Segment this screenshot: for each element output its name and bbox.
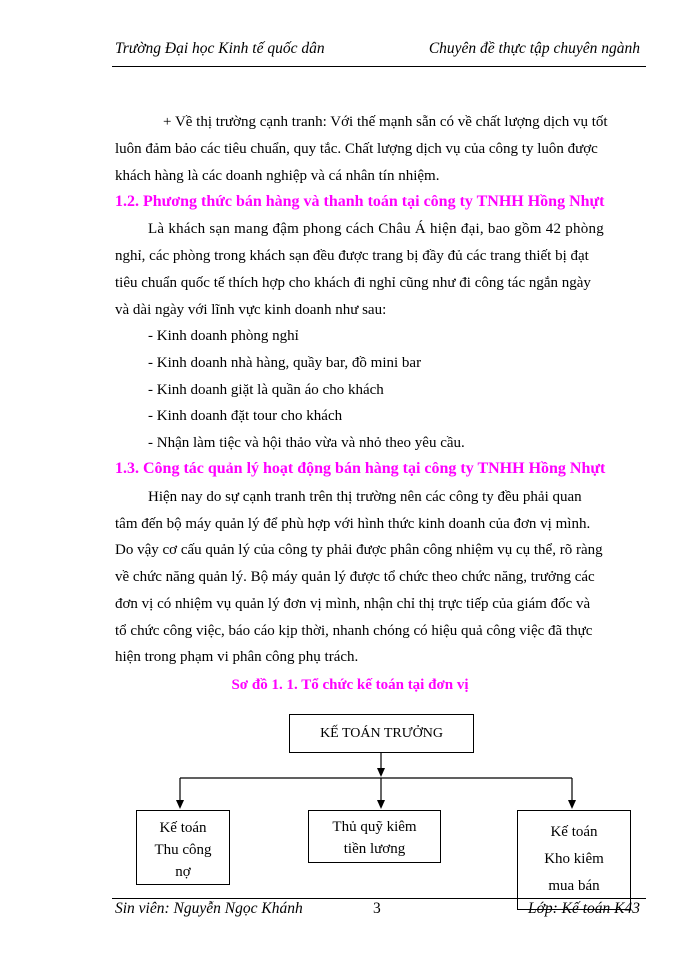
list-item: - Kinh doanh giặt là quần áo cho khách (148, 382, 384, 398)
box-line: nợ (175, 864, 191, 880)
arrow-left (176, 800, 184, 809)
list-item: - Nhận làm tiệc và hội thảo vừa và nhỏ theo yêu cầu. (148, 435, 465, 451)
para-line: hiện trong phạm vi phân công phụ trách. (115, 649, 359, 665)
para-line: tâm đến bộ máy quản lý để phù hợp với hình thức kinh doanh của đơn vị mình. (115, 516, 591, 532)
page-number: 3 (373, 900, 381, 917)
list-item: - Kinh doanh nhà hàng, quầy bar, đồ mini bar (148, 355, 422, 371)
para-line: + Về thị trường cạnh tranh: Với thế mạnh sẵn có về chất lượng dịch vụ tốt (163, 114, 608, 130)
footer-class: Lớp: Kế toán K43 (527, 900, 640, 917)
box-warehouse-purchasing-accountant (517, 810, 631, 910)
box-chief-accountant: KẾ TOÁN TRƯỞNG (289, 714, 474, 753)
section-heading-1-3: 1.3. Công tác quản lý hoạt động bán hàng tại công ty TNHH Hồng Nhựt (115, 460, 606, 477)
box-line: Thu công (154, 842, 212, 858)
footer-student: Sin viên: Nguyễn Ngọc Khánh (115, 900, 303, 917)
arrow-right (568, 800, 576, 809)
box-line: Kế toán (159, 820, 207, 836)
para-line: về chức năng quản lý. Bộ máy quản lý được tổ chức theo chức năng, trưởng các (115, 569, 595, 585)
para-line: Là khách sạn mang đậm phong cách Châu Á hiện đại, bao gồm 42 phòng (148, 221, 604, 237)
diagram-caption: Sơ đồ 1. 1. Tổ chức kế toán tại đơn vị (231, 677, 469, 693)
header-school: Trường Đại học Kinh tế quốc dân (115, 40, 325, 57)
header-report-title: Chuyên đề thực tập chuyên ngành (428, 40, 640, 57)
box-line: tiền lương (343, 841, 406, 857)
para-line: luôn đảm bảo các tiêu chuẩn, quy tắc. Chất lượng dịch vụ của công ty luôn được (115, 141, 598, 157)
box-line: Kế toán (550, 824, 598, 840)
para-line: khách hàng là các doanh nghiệp và cá nhân tín nhiệm. (115, 168, 440, 184)
section-heading-1-2: 1.2. Phương thức bán hàng và thanh toán tại công ty TNHH Hồng Nhựt (115, 193, 605, 210)
para-line: tổ chức công việc, báo cáo kịp thời, nhanh chóng có hiệu quả công việc đã thực (115, 623, 593, 639)
arrow-middle (377, 800, 385, 809)
box-receivables-accountant (136, 810, 230, 885)
para-line: Do vậy cơ cấu quản lý của công ty phải được phân công nhiệm vụ cụ thể, rõ ràng (115, 542, 603, 558)
para-line: nghỉ, các phòng trong khách sạn đều được trang bị đầy đủ các trang thiết bị đạt (115, 248, 589, 264)
list-item: - Kinh doanh đặt tour cho khách (148, 408, 343, 424)
footer-rule (112, 898, 646, 899)
box-line: Kho kiêm (544, 851, 604, 867)
box-line: Thủ quỹ kiêm (332, 819, 417, 835)
box-cashier-payroll (308, 810, 441, 863)
para-line: đơn vị có nhiệm vụ quản lý đơn vị mình, nhận chỉ thị trực tiếp của giám đốc và (115, 596, 591, 612)
para-line: Hiện nay do sự cạnh tranh trên thị trường nên các công ty đều phải quan (148, 489, 582, 505)
arrow-root (377, 768, 385, 777)
para-line: và dài ngày với lĩnh vực kinh doanh như sau: (115, 302, 387, 318)
list-item: - Kinh doanh phòng nghỉ (148, 328, 299, 344)
para-line: tiêu chuẩn quốc tế thích hợp cho khách đi nghỉ cũng như đi công tác ngắn ngày (115, 275, 591, 291)
box-line: mua bán (548, 878, 600, 894)
